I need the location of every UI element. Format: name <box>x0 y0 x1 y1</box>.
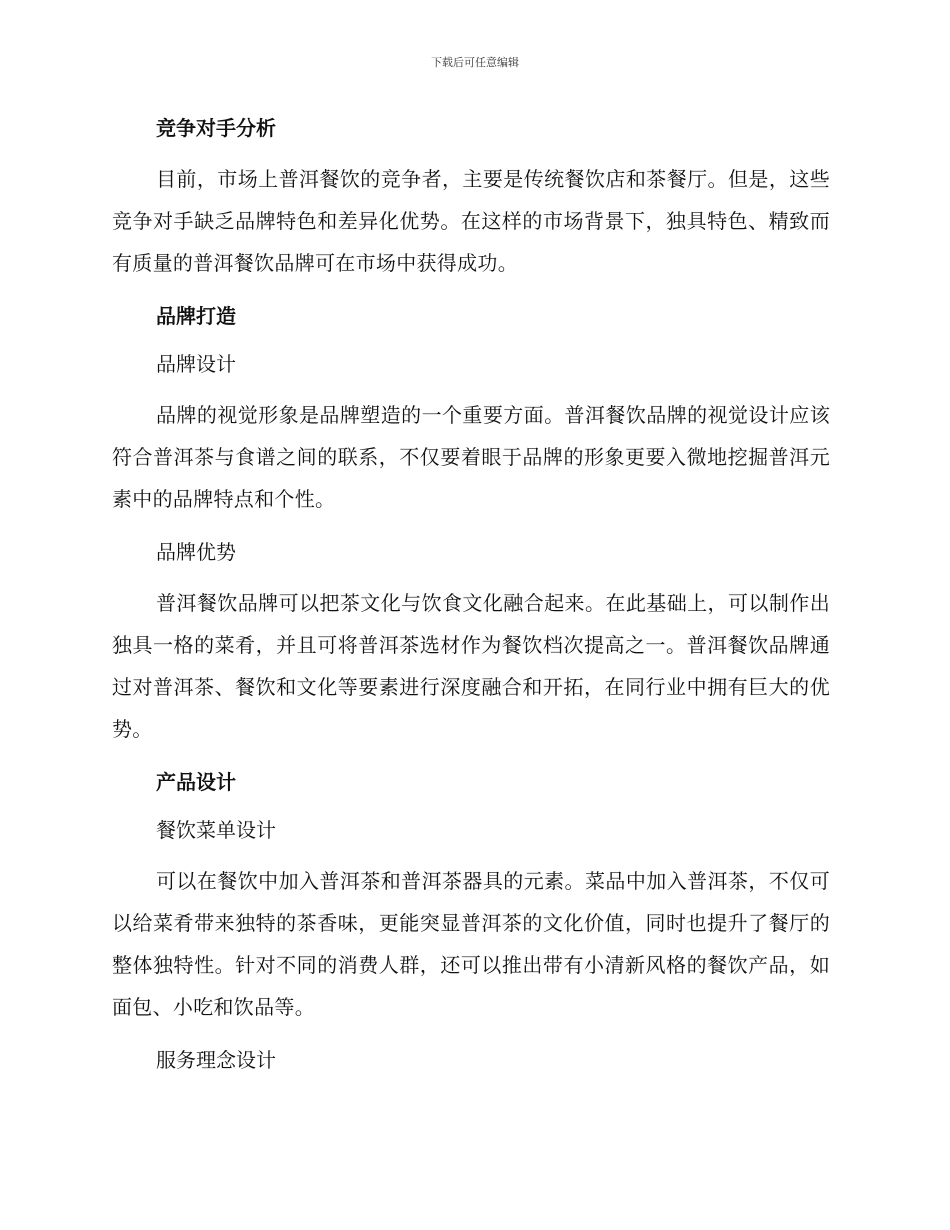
heading-brand-building: 品牌打造 <box>156 304 236 328</box>
subheading-brand-advantage: 品牌优势 <box>156 540 236 564</box>
paragraph-competitor: 目前，市场上普洱餐饮的竞争者，主要是传统餐饮店和茶餐厅。但是，这些竞争对手缺乏品牌特色和差异化优势。在这样的市场背景下，独具特色、精致而有质量的普洱餐饮品牌可在市场中获得成功。 <box>112 167 830 275</box>
subheading-menu-design: 餐饮菜单设计 <box>156 818 276 842</box>
document-body <box>112 110 830 1078</box>
page-header: 下载后可任意编辑 <box>431 56 519 69</box>
paragraph-menu-design: 可以在餐饮中加入普洱茶和普洱茶器具的元素。菜品中加入普洱茶，不仅可以给菜肴带来独特的茶香味，更能突显普洱茶的文化价值，同时也提升了餐厅的整体独特性。针对不同的消费人群，还可以推出带有小清新风格的餐饮产品，如面包、小吃和饮品等。 <box>112 869 830 1019</box>
paragraph-brand-advantage: 普洱餐饮品牌可以把茶文化与饮食文化融合起来。在此基础上，可以制作出独具一格的菜肴，并且可将普洱茶选材作为餐饮档次提高之一。普洱餐饮品牌通过对普洱茶、餐饮和文化等要素进行深度融合和开拓，在同行业中拥有巨大的优势。 <box>112 591 830 741</box>
heading-competitor-analysis: 竞争对手分析 <box>156 116 276 140</box>
subheading-service-design: 服务理念设计 <box>156 1048 276 1072</box>
heading-product-design: 产品设计 <box>156 770 236 794</box>
subheading-brand-design: 品牌设计 <box>156 352 236 376</box>
paragraph-brand-design: 品牌的视觉形象是品牌塑造的一个重要方面。普洱餐饮品牌的视觉设计应该符合普洱茶与食谱之间的联系，不仅要着眼于品牌的形象更要入微地挖掘普洱元素中的品牌特点和个性。 <box>112 403 830 511</box>
